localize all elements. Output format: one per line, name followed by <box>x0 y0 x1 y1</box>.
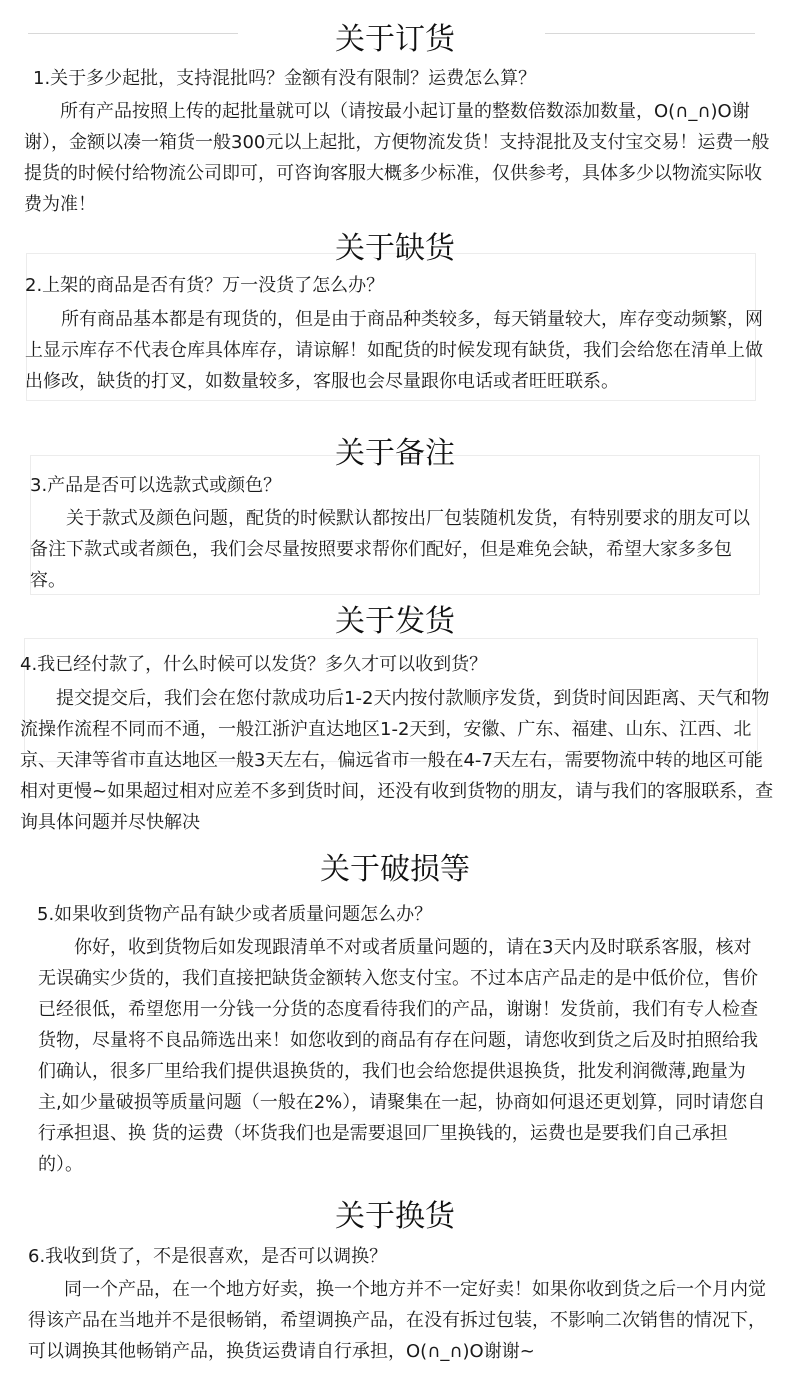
faq-question: 6.我收到货了，不是很喜欢，是否可以调换？ <box>28 1246 388 1267</box>
faq-answer: 关于款式及颜色问题，配货的时候默认都按出厂包装随机发货，有特别要求的朋友可以备注下款式或者颜色，我们会尽量按照要求帮你们配好，但是难免会缺，希望大家多多包容。 <box>30 508 750 591</box>
faq-answer: 所有商品基本都是有现货的，但是由于商品种类较多，每天销量较大，库存变动频繁，网上显示库存不代表仓库具体库存，请谅解！如配货的时候发现有缺货，我们会给您在清单上做出修改，缺货的打叉，如数量较多，客服也会尽量跟你电话或者旺旺联系。 <box>25 309 763 392</box>
faq-question: 2.上架的商品是否有货？万一没货了怎么办？ <box>25 275 385 296</box>
section-heading: 关于发货 <box>335 604 455 639</box>
faq-question: 4.我已经付款了，什么时候可以发货？多久才可以收到货？ <box>20 654 488 675</box>
faq-answer: 你好，收到货物后如发现跟清单不对或者质量问题的，请在3天内及时联系客服，核对无误确实少货的，我们直接把缺货金额转入您支付宝。不过本店产品走的是中低价位，售价已经很低，希望您用一分钱一分货的态度看待我们的产品，谢谢！发货前，我们有专人检查货物，尽量将不良品筛选出来！如您收到的商品有存在问题，请您收到货之后及时拍照给我们确认，很多厂里给我们提供退换货的，我们也会给您提供退换货，批发利润微薄,跑量为主,如少量破损等质量问题（一般在2%），请聚集在一起，协商如何退还更划算，同时请您自行承担退、换 货的运费（坏货我们也是需要退回厂里换钱的，运费也是要我们自己承担的）。 <box>38 937 766 1175</box>
faq-question: 5.如果收到货物产品有缺少或者质量问题怎么办？ <box>37 904 433 925</box>
section-heading: 关于订货 <box>335 22 455 57</box>
section-heading: 关于备注 <box>335 436 455 471</box>
faq-answer: 所有产品按照上传的起批量就可以（请按最小起订量的整数倍数添加数量，O(∩_∩)O谢谢），金额以凑一箱货一般300元以上起批，方便物流发货！支持混批及支付宝交易！运费一般提货的时候付给物流公司即可，可咨询客服大概多少标准，仅供参考，具体多少以物流实际收费为准！ <box>24 101 770 215</box>
faq-answer: 提交提交后，我们会在您付款成功后1-2天内按付款顺序发货，到货时间因距离、天气和物流操作流程不同而不通，一般江浙沪直达地区1-2天到，安徽、广东、福建、山东、江西、北京、天津等省市直达地区一般3天左右，偏远省市一般在4-7天左右，需要物流中转的地区可能相对更慢~如果超过相对应差不多到货时间，还没有收到货物的朋友，请与我们的客服联系，查询具体问题并尽快解决 <box>20 688 774 833</box>
faq-question: 1.关于多少起批，支持混批吗？金额有没有限制？运费怎么算？ <box>33 68 537 89</box>
faq-answer: 同一个产品，在一个地方好卖，换一个地方并不一定好卖！如果你收到货之后一个月内觉得该产品在当地并不是很畅销，希望调换产品，在没有拆过包装，不影响二次销售的情况下，可以调换其他畅销产品，换货运费请自行承担，O(∩_∩)O谢谢~ <box>28 1279 766 1362</box>
section-heading: 关于换货 <box>335 1199 455 1234</box>
section-heading: 关于破损等 <box>320 852 470 887</box>
section-heading: 关于缺货 <box>335 231 455 266</box>
faq-question: 3.产品是否可以选款式或颜色？ <box>30 475 282 496</box>
